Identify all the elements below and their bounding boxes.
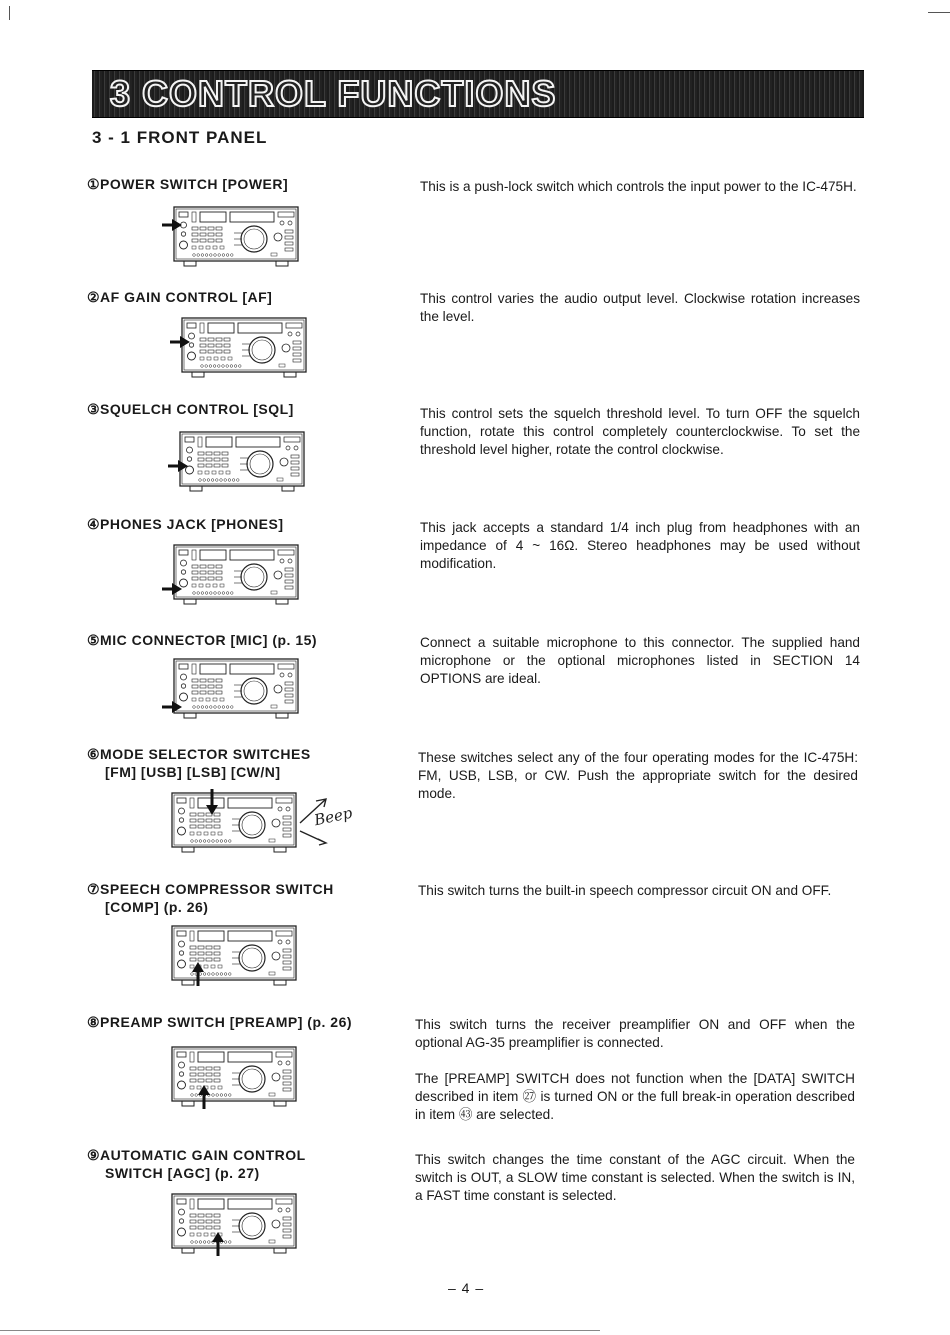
radio-drawing — [168, 312, 308, 380]
radio-front-panel-diagram — [160, 201, 286, 259]
radio-front-panel-diagram — [168, 312, 294, 370]
chapter-banner — [92, 70, 864, 118]
radio-front-panel-diagram — [166, 426, 292, 484]
radio-front-panel-diagram — [158, 920, 284, 978]
radio-front-panel-diagram — [158, 1041, 284, 1099]
radio-front-panel-diagram — [160, 653, 286, 711]
radio-drawing — [160, 539, 300, 607]
radio-drawing — [160, 201, 300, 269]
beep-annotation — [296, 787, 366, 847]
item-description: This switch turns the built-in speech compressor circuit ON and OFF. — [418, 883, 832, 898]
item-description: This control varies the audio output level. Clockwise rotation increases the level. — [420, 291, 860, 324]
radio-drawing — [158, 1041, 298, 1109]
item-description: This jack accepts a standard 1/4 inch plug from headphones with an impedance of 4 ~ 16Ω. Stereo headphones may be used without modification. — [420, 520, 860, 571]
item-title: ⑨AUTOMATIC GAIN CONTROL SWITCH [AGC] (p. 27) — [87, 1147, 306, 1181]
item-title: ②AF GAIN CONTROL [AF] — [87, 289, 273, 305]
radio-drawing — [166, 426, 306, 494]
radio-drawing — [158, 787, 298, 855]
item-description: Connect a suitable microphone to this connector. The supplied hand microphone or the optional microphones listed in SECTION 14 OPTIONS are ideal. — [420, 635, 860, 686]
radio-drawing — [160, 653, 300, 721]
item-description: This switch turns the receiver preamplifier ON and OFF when the optional AG-35 preamplifier is connected. The [PREAMP] SWITCH does not function when the [DATA] SWITCH described in item ㉗ is turned ON or the full break-in operation described in item ㊸ are selected. — [415, 1017, 855, 1122]
radio-drawing — [158, 920, 298, 988]
item-title: ⑧PREAMP SWITCH [PREAMP] (p. 26) — [87, 1014, 353, 1030]
footer-rule — [0, 1330, 600, 1331]
item-title: ⑦SPEECH COMPRESSOR SWITCH [COMP] (p. 26) — [87, 881, 334, 915]
section-title: 3 - 1 FRONT PANEL — [92, 128, 268, 147]
radio-front-panel-diagram — [158, 787, 284, 845]
radio-front-panel-diagram — [160, 539, 286, 597]
radio-drawing — [158, 1188, 298, 1256]
edge-mark — [928, 12, 950, 13]
item-title: ③SQUELCH CONTROL [SQL] — [87, 401, 294, 417]
edge-mark — [9, 6, 10, 20]
item-title: ④PHONES JACK [PHONES] — [87, 516, 284, 532]
item-title: ⑥MODE SELECTOR SWITCHES [FM] [USB] [LSB] [CW/N] — [87, 746, 311, 780]
page-number: – 4 – — [448, 1280, 485, 1296]
beep-label: Beep — [312, 803, 354, 830]
item-description: This control sets the squelch threshold level. To turn OFF the squelch function, rotate this control completely counterclockwise. To set the threshold level higher, rotate the control clockwise. — [420, 406, 860, 457]
item-description: This is a push-lock switch which controls the input power to the IC-475H. — [420, 179, 857, 194]
item-description: This switch changes the time constant of the AGC circuit. When the switch is OUT, a SLOW time constant is selected. When the switch is IN, a FAST time constant is selected. — [415, 1152, 855, 1203]
item-description: These switches select any of the four operating modes for the IC-475H: FM, USB, LSB, or CW. Push the appropriate switch for the desired mode. — [418, 750, 858, 801]
radio-front-panel-diagram — [158, 1188, 284, 1246]
item-title: ⑤MIC CONNECTOR [MIC] (p. 15) — [87, 632, 318, 648]
chapter-title: 3 CONTROL FUNCTIONS — [110, 73, 557, 114]
item-title: ①POWER SWITCH [POWER] — [87, 176, 289, 192]
